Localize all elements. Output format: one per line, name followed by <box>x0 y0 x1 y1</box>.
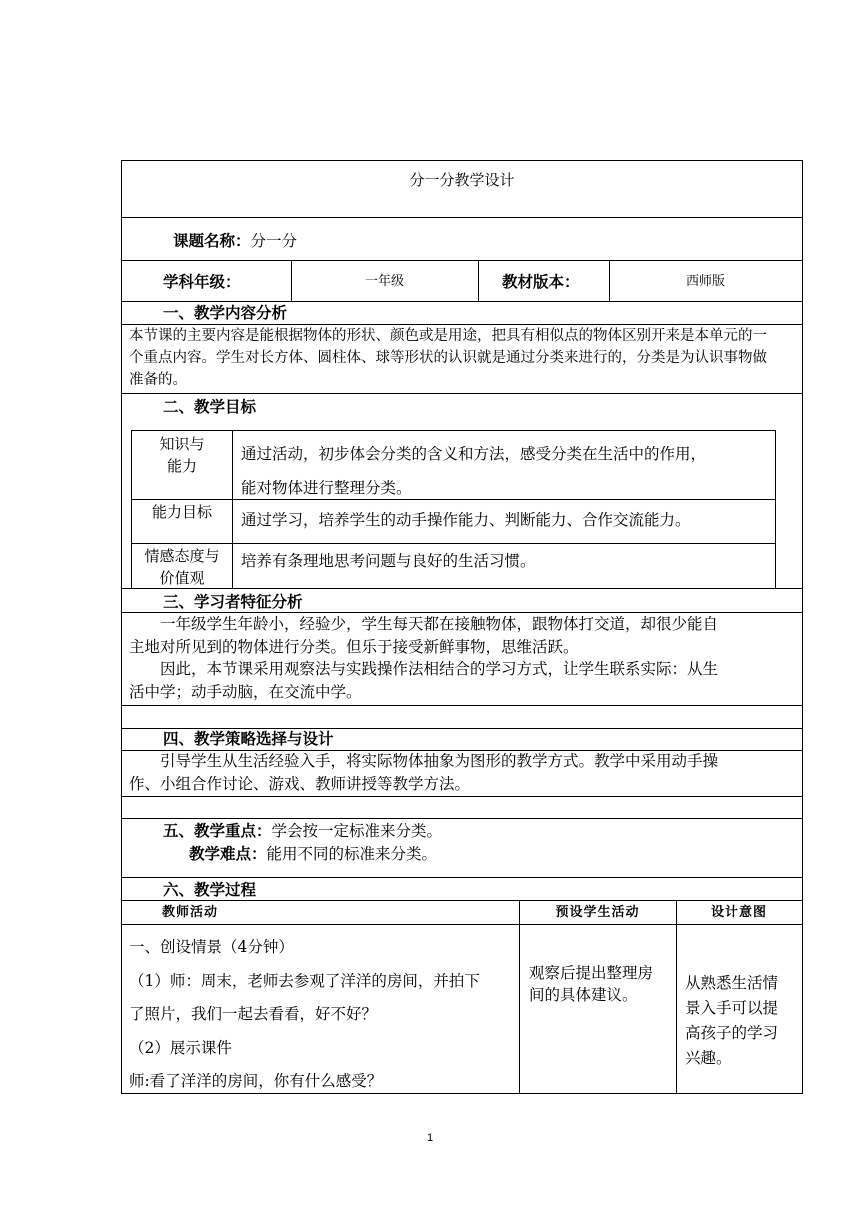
goal-text-knowledge: 通过活动，初步体会分类的含义和方法，感受分类在生活中的作用， 能对物体进行整理分类。 <box>241 445 707 497</box>
section4-paragraph: 引导学生从生活经验入手，将实际物体抽象为图形的教学方式。教学中采用动手操 作、小组合作讨论、游戏、教师讲授等教学方法。 <box>129 752 719 793</box>
column-header-teacher: 教师活动 <box>162 905 219 920</box>
section6-heading: 六、教学过程 <box>163 881 257 899</box>
section3-heading: 三、学习者特征分析 <box>163 593 303 611</box>
teacher-activity-cell: 一、创设情景（4分钟） （1）师：周末，老师去参观了洋洋的房间，并拍下 了照片，我们一起去看看，好不好？ （2）展示课件 师:看了洋洋的房间，你有什么感受？ <box>129 938 480 1090</box>
section3-paragraph: 一年级学生年龄小，经验少，学生每天都在接触物体，跟物体打交道，却很少能自 主地对所见到的物体进行分类。但乐于接受新鲜事物，思维活跃。 因此，本节课采用观察法与实践操作法相结合的学习方式，让学生联系实际：从生 活中学；动手动脑，在交流中学。 <box>129 615 719 701</box>
design-intent-cell: 从熟悉生活情 景入手可以提 高孩子的学习 兴趣。 <box>685 974 779 1067</box>
section1-heading: 一、教学内容分析 <box>163 304 288 322</box>
student-activity-cell: 观察后提出整理房 间的具体建议。 <box>529 964 654 1004</box>
section4-heading: 四、教学策略选择与设计 <box>163 730 334 748</box>
textbook-label: 教材版本： <box>502 273 580 291</box>
goal-label-knowledge: 知识与 能力 <box>159 435 205 475</box>
section1-paragraph: 本节课的主要内容是能根据物体的形状、颜色或是用途，把具有相似点的物体区别开来是本单元的一 个重点内容。学生对长方体、圆柱体、球等形状的认识就是通过分类来进行的，分类是为认识事物做 准备的。 <box>129 328 767 388</box>
column-header-student: 预设学生活动 <box>555 905 640 920</box>
goal-text-attitude: 培养有条理地思考问题与良好的生活习惯。 <box>241 552 536 570</box>
page-number: 1 <box>426 1132 434 1144</box>
section2-heading: 二、教学目标 <box>163 398 257 416</box>
document-title: 分一分教学设计 <box>409 171 515 189</box>
goal-label-attitude: 情感态度与 价值观 <box>144 547 220 587</box>
subject-grade-label: 学科年级： <box>163 273 241 291</box>
lesson-row <box>173 230 297 252</box>
textbook-value: 西师版 <box>685 274 725 289</box>
section5-difficulty: 教学难点：能用不同的标准来分类。 <box>189 845 438 863</box>
column-header-intent: 设计意图 <box>710 905 767 920</box>
section5-key-point: 五、教学重点：学会按一定标准来分类。 <box>163 822 443 840</box>
lesson-label: 课题名称： <box>173 232 251 250</box>
goal-label-ability: 能力目标 <box>151 503 212 521</box>
goal-text-ability: 通过学习，培养学生的动手操作能力、判断能力、合作交流能力。 <box>241 511 691 529</box>
subject-grade-value: 一年级 <box>364 274 404 289</box>
lesson-value: 分一分 <box>250 232 298 250</box>
